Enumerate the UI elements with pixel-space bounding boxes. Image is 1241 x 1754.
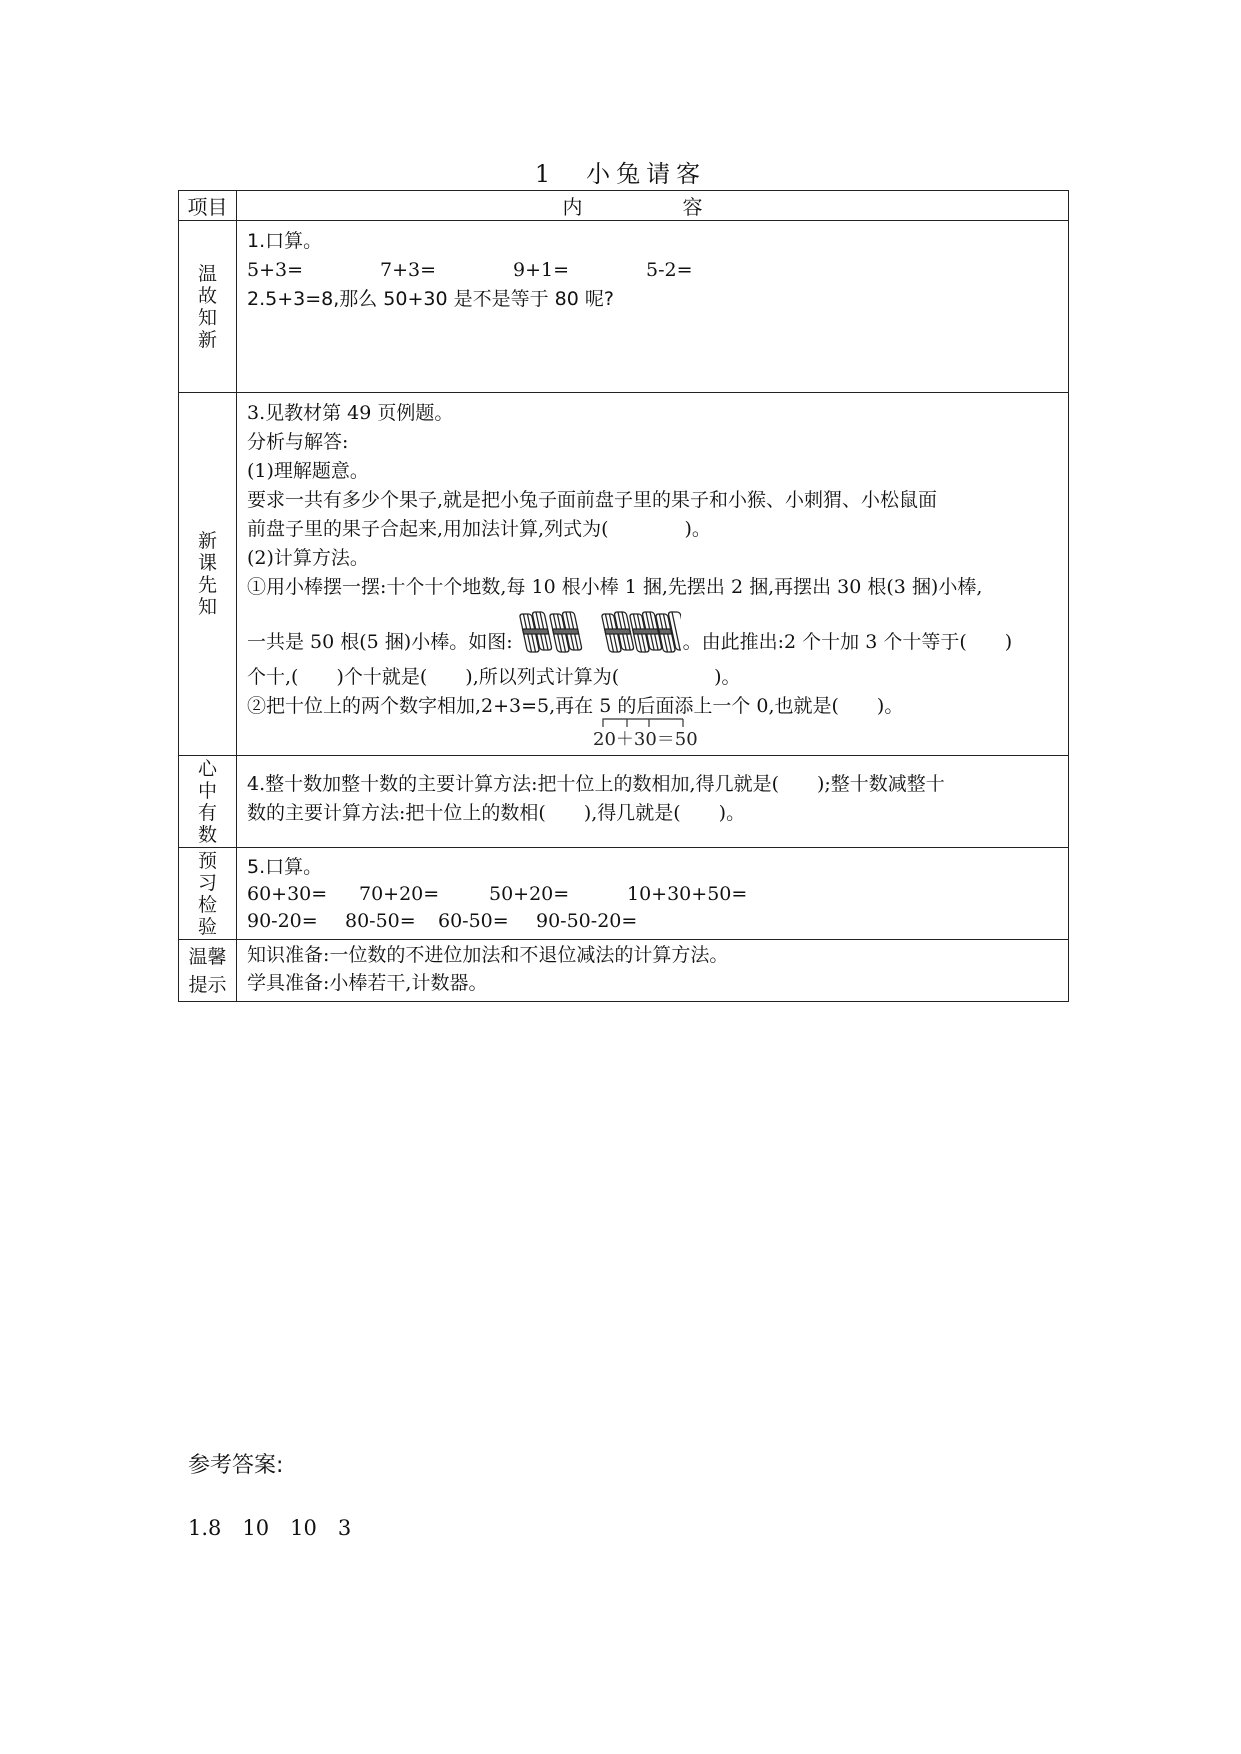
row-label-summary: 心 中 有 数 — [179, 756, 237, 848]
row-label-check: 预 习 检 验 — [179, 848, 237, 940]
row-content-preview — [237, 393, 1069, 756]
question-1: 1.口算。 — [247, 230, 323, 252]
summary-line-1: 4.整十数加整十数的主要计算方法:把十位上的数相加,得几就是( );整十数减整十 — [247, 773, 945, 795]
step-1: (1)理解题意。 — [247, 460, 369, 482]
table-header-row — [179, 191, 1069, 221]
row-content-check — [237, 848, 1069, 940]
row-label-preview: 新 课 先 知 — [179, 393, 237, 756]
row-label-review: 温 故 知 新 — [179, 221, 237, 393]
question-2: 2.5+3=8,那么 50+30 是不是等于 80 呢? — [247, 288, 614, 310]
answers-title: 参考答案: — [188, 1453, 284, 1478]
page-title: 1 小兔请客 — [534, 160, 707, 188]
answers-text: 1.8 10 10 3 — [188, 1516, 352, 1540]
table-row-tips — [179, 940, 1069, 1002]
digit-sum-diagram — [247, 721, 1058, 751]
header-item: 项目 — [179, 191, 237, 221]
row-label-tips: 温馨 提示 — [179, 940, 237, 1002]
digit-sum-equation: 20＋30＝50 — [593, 729, 698, 749]
analysis-label: 分析与解答: — [247, 431, 349, 453]
calc-row-1: 5+3= 7+3= 9+1= 5-2= — [247, 259, 693, 281]
table-row-preview — [179, 393, 1069, 756]
method-2: ②把十位上的两个数字相加,2+3=5,再在 5 的后面添上一个 0,也就是( )。 — [247, 695, 904, 717]
table-row-summary — [179, 756, 1069, 848]
table-row-review — [179, 221, 1069, 393]
row-content-tips — [237, 940, 1069, 1002]
step-2: (2)计算方法。 — [247, 547, 369, 569]
stick-bundles-image — [515, 610, 681, 663]
tip-knowledge: 知识准备:一位数的不进位加法和不退位减法的计算方法。 — [247, 944, 729, 966]
calc-row-2: 60+30= 70+20= 50+20= 10+30+50= — [247, 883, 748, 905]
table-row-check — [179, 848, 1069, 940]
summary-line-2: 数的主要计算方法:把十位上的数相( ),得几就是( )。 — [247, 802, 746, 824]
para-1b: 前盘子里的果子合起来,用加法计算,列式为( )。 — [247, 518, 711, 540]
method-1c: 个十,( )个十就是( ),所以列式计算为( )。 — [247, 666, 741, 688]
header-content: 内 容 — [237, 191, 1069, 221]
preview-sheet-table — [178, 190, 1069, 1002]
method-1a: ①用小棒摆一摆:十个十个地数,每 10 根小棒 1 捆,先摆出 2 捆,再摆出 30 根(3 捆)小棒, — [247, 576, 983, 598]
para-1a: 要求一共有多少个果子,就是把小兔子面前盘子里的果子和小猴、小刺猬、小松鼠面 — [247, 489, 938, 511]
calc-row-3: 90-20= 80-50= 60-50= 90-50-20= — [247, 910, 638, 932]
method-1b: 一共是 50 根(5 捆)小棒。如图: 。由此推出:2 个十加 3 个十等于( ) — [247, 610, 1058, 663]
row-content-summary — [237, 756, 1069, 848]
question-3: 3.见教材第 49 页例题。 — [247, 402, 454, 424]
question-5: 5.口算。 — [247, 856, 323, 878]
tip-tools: 学具准备:小棒若干,计数器。 — [247, 972, 488, 994]
row-content-review — [237, 221, 1069, 393]
